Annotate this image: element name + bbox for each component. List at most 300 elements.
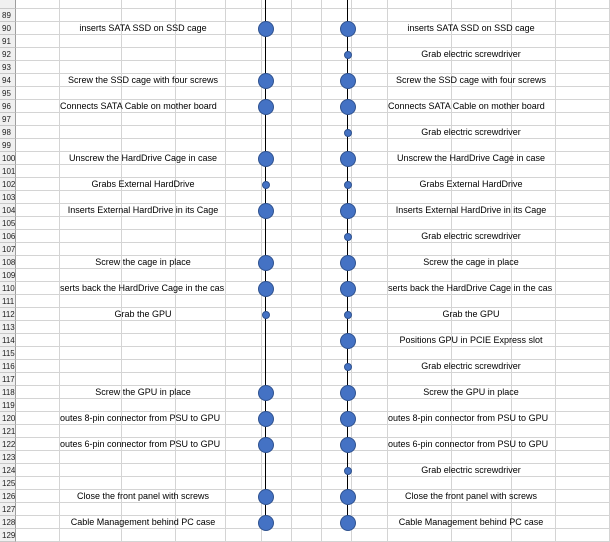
left-step-label[interactable]: Screw the cage in place <box>95 257 191 267</box>
left-marker-small[interactable] <box>262 181 270 189</box>
grid-cell[interactable] <box>16 386 60 399</box>
grid-cell[interactable] <box>176 87 226 100</box>
grid-cell[interactable] <box>60 321 122 334</box>
row-header[interactable]: 117 <box>2 375 15 384</box>
grid-cell[interactable] <box>292 373 322 386</box>
grid-cell[interactable] <box>352 204 388 217</box>
grid-cell[interactable] <box>16 451 60 464</box>
grid-cell[interactable] <box>60 269 122 282</box>
right-marker-big[interactable] <box>340 333 356 349</box>
left-step-label[interactable]: Screw the GPU in place <box>95 387 191 397</box>
grid-cell[interactable] <box>556 22 610 35</box>
grid-cell[interactable] <box>352 139 388 152</box>
grid-cell[interactable] <box>122 126 176 139</box>
grid-cell[interactable] <box>512 477 556 490</box>
grid-cell[interactable] <box>16 477 60 490</box>
row-header[interactable]: 89 <box>0 9 16 22</box>
grid-cell[interactable] <box>292 503 322 516</box>
grid-cell[interactable] <box>60 0 122 9</box>
grid-cell[interactable] <box>512 529 556 542</box>
grid-cell[interactable] <box>60 425 122 438</box>
right-marker-big[interactable] <box>340 385 356 401</box>
grid-cell[interactable] <box>452 373 512 386</box>
grid-cell[interactable] <box>176 269 226 282</box>
grid-cell[interactable] <box>122 464 176 477</box>
right-marker-big[interactable] <box>340 151 356 167</box>
grid-cell[interactable] <box>226 386 262 399</box>
grid-cell[interactable] <box>556 204 610 217</box>
row-header[interactable]: 129 <box>2 531 16 540</box>
grid-cell[interactable] <box>352 529 388 542</box>
grid-cell[interactable] <box>16 516 60 529</box>
grid-cell[interactable] <box>60 165 122 178</box>
grid-cell[interactable] <box>512 451 556 464</box>
right-step-label[interactable]: Screw the SSD cage with four screws <box>395 75 547 85</box>
grid-cell[interactable] <box>226 178 262 191</box>
grid-cell[interactable] <box>226 490 262 503</box>
grid-cell[interactable] <box>512 35 556 48</box>
grid-cell[interactable] <box>16 139 60 152</box>
grid-cell[interactable] <box>352 269 388 282</box>
grid-cell[interactable] <box>556 0 610 9</box>
right-step-label[interactable]: Screw the cage in place <box>423 257 519 267</box>
grid-cell[interactable] <box>556 477 610 490</box>
left-marker-big[interactable] <box>258 281 274 297</box>
grid-cell[interactable] <box>556 217 610 230</box>
row-header[interactable]: 109 <box>2 271 16 280</box>
grid-cell[interactable] <box>16 87 60 100</box>
grid-cell[interactable] <box>352 477 388 490</box>
grid-cell[interactable] <box>122 61 176 74</box>
grid-cell[interactable] <box>176 334 226 347</box>
grid-cell[interactable] <box>388 373 452 386</box>
grid-cell[interactable] <box>292 321 322 334</box>
grid-cell[interactable] <box>292 165 322 178</box>
grid-cell[interactable] <box>292 347 322 360</box>
grid-cell[interactable] <box>16 334 60 347</box>
left-marker-small[interactable] <box>262 311 270 319</box>
grid-cell[interactable] <box>352 334 388 347</box>
grid-cell[interactable] <box>556 113 610 126</box>
grid-cell[interactable] <box>556 165 610 178</box>
row-header[interactable]: 96 <box>0 100 16 113</box>
grid-cell[interactable] <box>16 22 60 35</box>
left-marker-big[interactable] <box>258 437 274 453</box>
grid-cell[interactable] <box>262 35 292 48</box>
row-header[interactable]: 121 <box>2 427 16 436</box>
row-header[interactable]: 95 <box>0 87 16 100</box>
grid-cell[interactable] <box>556 347 610 360</box>
grid-cell[interactable] <box>176 295 226 308</box>
grid-cell[interactable] <box>122 373 176 386</box>
grid-cell[interactable] <box>226 165 262 178</box>
grid-cell[interactable] <box>292 295 322 308</box>
grid-cell[interactable] <box>16 490 60 503</box>
grid-cell[interactable] <box>452 321 512 334</box>
right-step-label[interactable]: Connects SATA Cable on mother board <box>388 101 545 111</box>
row-header[interactable]: 94 <box>0 74 16 87</box>
grid-cell[interactable] <box>556 399 610 412</box>
grid-cell[interactable] <box>388 61 452 74</box>
grid-cell[interactable] <box>452 347 512 360</box>
grid-cell[interactable] <box>262 126 292 139</box>
grid-cell[interactable] <box>16 165 60 178</box>
right-marker-big[interactable] <box>340 99 356 115</box>
grid-cell[interactable] <box>292 48 322 61</box>
grid-cell[interactable] <box>292 74 322 87</box>
grid-cell[interactable] <box>556 74 610 87</box>
grid-cell[interactable] <box>60 35 122 48</box>
grid-cell[interactable] <box>512 321 556 334</box>
grid-cell[interactable] <box>226 113 262 126</box>
row-header[interactable] <box>0 0 16 9</box>
grid-cell[interactable] <box>262 217 292 230</box>
grid-cell[interactable] <box>352 360 388 373</box>
row-header[interactable]: 122 <box>2 440 16 449</box>
right-step-label[interactable]: Positions GPU in PCIE Express slot <box>399 335 543 345</box>
grid-cell[interactable] <box>122 451 176 464</box>
right-step-label[interactable]: Grab electric screwdriver <box>421 465 521 475</box>
row-header[interactable]: 107 <box>2 245 16 254</box>
grid-cell[interactable] <box>226 503 262 516</box>
grid-cell[interactable] <box>352 308 388 321</box>
row-header[interactable]: 110 <box>2 284 15 293</box>
grid-cell[interactable] <box>122 113 176 126</box>
grid-cell[interactable] <box>122 503 176 516</box>
grid-cell[interactable] <box>16 282 60 295</box>
grid-cell[interactable] <box>352 386 388 399</box>
left-step-label[interactable]: inserts SATA SSD on SSD cage <box>79 23 207 33</box>
grid-cell[interactable] <box>512 347 556 360</box>
grid-cell[interactable] <box>226 477 262 490</box>
right-step-label[interactable]: Grabs External HardDrive <box>419 179 523 189</box>
grid-cell[interactable] <box>60 113 122 126</box>
grid-cell[interactable] <box>226 321 262 334</box>
grid-cell[interactable] <box>556 334 610 347</box>
grid-cell[interactable] <box>292 464 322 477</box>
grid-cell[interactable] <box>352 113 388 126</box>
grid-cell[interactable] <box>556 425 610 438</box>
grid-cell[interactable] <box>556 178 610 191</box>
left-marker-big[interactable] <box>258 73 274 89</box>
grid-cell[interactable] <box>176 503 226 516</box>
grid-cell[interactable] <box>556 256 610 269</box>
grid-cell[interactable] <box>352 0 388 9</box>
grid-cell[interactable] <box>352 9 388 22</box>
grid-cell[interactable] <box>226 360 262 373</box>
right-step-label[interactable]: Grab electric screwdriver <box>421 127 521 137</box>
grid-cell[interactable] <box>292 399 322 412</box>
row-header[interactable]: 111 <box>2 297 15 306</box>
grid-cell[interactable] <box>16 295 60 308</box>
grid-cell[interactable] <box>226 308 262 321</box>
grid-cell[interactable] <box>176 48 226 61</box>
grid-cell[interactable] <box>352 399 388 412</box>
grid-cell[interactable] <box>512 399 556 412</box>
right-marker-small[interactable] <box>344 233 352 241</box>
grid-cell[interactable] <box>16 48 60 61</box>
left-marker-big[interactable] <box>258 151 274 167</box>
grid-cell[interactable] <box>122 139 176 152</box>
grid-cell[interactable] <box>352 100 388 113</box>
grid-cell[interactable] <box>352 165 388 178</box>
grid-cell[interactable] <box>60 87 122 100</box>
grid-cell[interactable] <box>556 360 610 373</box>
grid-cell[interactable] <box>176 477 226 490</box>
grid-cell[interactable] <box>122 334 176 347</box>
grid-cell[interactable] <box>60 9 122 22</box>
grid-cell[interactable] <box>322 529 352 542</box>
grid-cell[interactable] <box>122 48 176 61</box>
row-header[interactable]: 93 <box>0 61 16 74</box>
right-step-label[interactable]: Inserts External HardDrive in its Cage <box>395 205 547 215</box>
grid-cell[interactable] <box>226 9 262 22</box>
grid-cell[interactable] <box>176 425 226 438</box>
grid-cell[interactable] <box>388 295 452 308</box>
grid-cell[interactable] <box>122 243 176 256</box>
grid-cell[interactable] <box>512 217 556 230</box>
grid-cell[interactable] <box>352 256 388 269</box>
grid-cell[interactable] <box>16 308 60 321</box>
grid-cell[interactable] <box>16 113 60 126</box>
grid-cell[interactable] <box>122 9 176 22</box>
grid-cell[interactable] <box>226 204 262 217</box>
right-marker-big[interactable] <box>340 411 356 427</box>
grid-cell[interactable] <box>122 191 176 204</box>
grid-cell[interactable] <box>226 334 262 347</box>
grid-cell[interactable] <box>226 230 262 243</box>
grid-cell[interactable] <box>452 191 512 204</box>
grid-cell[interactable] <box>388 87 452 100</box>
row-header[interactable]: 118 <box>2 388 15 397</box>
grid-cell[interactable] <box>512 191 556 204</box>
grid-cell[interactable] <box>512 373 556 386</box>
grid-cell[interactable] <box>176 61 226 74</box>
grid-cell[interactable] <box>226 451 262 464</box>
row-header[interactable]: 108 <box>2 258 16 267</box>
row-header[interactable]: 120 <box>2 414 16 423</box>
grid-cell[interactable] <box>226 243 262 256</box>
grid-cell[interactable] <box>60 464 122 477</box>
grid-cell[interactable] <box>226 256 262 269</box>
grid-cell[interactable] <box>512 139 556 152</box>
grid-cell[interactable] <box>512 9 556 22</box>
grid-cell[interactable] <box>292 100 322 113</box>
row-header[interactable]: 103 <box>2 193 16 202</box>
right-marker-big[interactable] <box>340 73 356 89</box>
grid-cell[interactable] <box>226 87 262 100</box>
left-step-label[interactable]: Inserts External HardDrive in its Cage <box>67 205 219 215</box>
grid-cell[interactable] <box>556 9 610 22</box>
grid-cell[interactable] <box>176 451 226 464</box>
row-header[interactable]: 90 <box>0 22 16 35</box>
grid-cell[interactable] <box>352 230 388 243</box>
grid-cell[interactable] <box>226 139 262 152</box>
grid-cell[interactable] <box>388 35 452 48</box>
right-marker-big[interactable] <box>340 21 356 37</box>
grid-cell[interactable] <box>226 0 262 9</box>
grid-cell[interactable] <box>16 243 60 256</box>
grid-cell[interactable] <box>226 464 262 477</box>
grid-cell[interactable] <box>292 139 322 152</box>
grid-cell[interactable] <box>16 360 60 373</box>
grid-cell[interactable] <box>226 425 262 438</box>
grid-cell[interactable] <box>262 451 292 464</box>
left-step-label[interactable]: Grab the GPU <box>114 309 172 319</box>
grid-cell[interactable] <box>122 35 176 48</box>
right-step-label[interactable]: Close the front panel with screws <box>404 491 538 501</box>
grid-cell[interactable] <box>122 399 176 412</box>
grid-cell[interactable] <box>352 321 388 334</box>
grid-cell[interactable] <box>512 269 556 282</box>
grid-cell[interactable] <box>556 373 610 386</box>
grid-cell[interactable] <box>556 35 610 48</box>
grid-cell[interactable] <box>452 399 512 412</box>
grid-cell[interactable] <box>292 477 322 490</box>
grid-cell[interactable] <box>452 35 512 48</box>
grid-cell[interactable] <box>176 529 226 542</box>
left-step-label[interactable]: Grabs External HardDrive <box>91 179 195 189</box>
right-marker-small[interactable] <box>344 129 352 137</box>
grid-cell[interactable] <box>556 100 610 113</box>
grid-cell[interactable] <box>176 113 226 126</box>
grid-cell[interactable] <box>352 48 388 61</box>
grid-cell[interactable] <box>556 243 610 256</box>
grid-cell[interactable] <box>176 217 226 230</box>
grid-cell[interactable] <box>226 48 262 61</box>
grid-cell[interactable] <box>16 464 60 477</box>
row-header[interactable]: 102 <box>2 180 16 189</box>
grid-cell[interactable] <box>512 165 556 178</box>
grid-cell[interactable] <box>176 464 226 477</box>
right-step-label[interactable]: inserts SATA SSD on SSD cage <box>407 23 535 33</box>
grid-cell[interactable] <box>292 217 322 230</box>
right-step-label[interactable]: outes 6-pin connector from PSU to GPU <box>388 439 549 449</box>
grid-cell[interactable] <box>292 204 322 217</box>
left-marker-big[interactable] <box>258 203 274 219</box>
row-header[interactable]: 92 <box>0 48 16 61</box>
left-marker-big[interactable] <box>258 21 274 37</box>
grid-cell[interactable] <box>292 256 322 269</box>
left-marker-big[interactable] <box>258 99 274 115</box>
grid-cell[interactable] <box>122 87 176 100</box>
grid-cell[interactable] <box>262 113 292 126</box>
grid-cell[interactable] <box>60 347 122 360</box>
right-marker-small[interactable] <box>344 467 352 475</box>
grid-cell[interactable] <box>556 269 610 282</box>
grid-cell[interactable] <box>292 191 322 204</box>
grid-cell[interactable] <box>226 35 262 48</box>
grid-cell[interactable] <box>226 61 262 74</box>
grid-cell[interactable] <box>176 373 226 386</box>
right-step-label[interactable]: Cable Management behind PC case <box>398 517 544 527</box>
grid-cell[interactable] <box>226 347 262 360</box>
grid-cell[interactable] <box>452 9 512 22</box>
grid-cell[interactable] <box>226 217 262 230</box>
grid-cell[interactable] <box>556 386 610 399</box>
right-step-label[interactable]: Grab electric screwdriver <box>421 49 521 59</box>
grid-cell[interactable] <box>60 139 122 152</box>
right-marker-big[interactable] <box>340 489 356 505</box>
grid-cell[interactable] <box>452 425 512 438</box>
grid-cell[interactable] <box>292 61 322 74</box>
right-step-label[interactable]: Grab the GPU <box>442 309 500 319</box>
grid-cell[interactable] <box>452 477 512 490</box>
row-header[interactable]: 127 <box>2 505 16 514</box>
grid-cell[interactable] <box>262 464 292 477</box>
grid-cell[interactable] <box>352 61 388 74</box>
row-header[interactable]: 104 <box>2 206 16 215</box>
grid-cell[interactable] <box>60 503 122 516</box>
grid-cell[interactable] <box>176 321 226 334</box>
grid-cell[interactable] <box>60 61 122 74</box>
grid-cell[interactable] <box>556 61 610 74</box>
grid-cell[interactable] <box>512 503 556 516</box>
grid-cell[interactable] <box>556 152 610 165</box>
grid-cell[interactable] <box>122 360 176 373</box>
grid-cell[interactable] <box>176 230 226 243</box>
grid-cell[interactable] <box>556 529 610 542</box>
grid-cell[interactable] <box>512 61 556 74</box>
grid-cell[interactable] <box>452 165 512 178</box>
grid-cell[interactable] <box>388 165 452 178</box>
grid-cell[interactable] <box>16 74 60 87</box>
grid-cell[interactable] <box>512 113 556 126</box>
grid-cell[interactable] <box>352 451 388 464</box>
grid-cell[interactable] <box>352 490 388 503</box>
grid-cell[interactable] <box>60 334 122 347</box>
grid-cell[interactable] <box>292 308 322 321</box>
grid-cell[interactable] <box>388 503 452 516</box>
grid-cell[interactable] <box>226 152 262 165</box>
left-step-label[interactable]: Unscrew the HardDrive Cage in case <box>68 153 218 163</box>
grid-cell[interactable] <box>388 191 452 204</box>
grid-cell[interactable] <box>60 243 122 256</box>
grid-cell[interactable] <box>262 334 292 347</box>
grid-cell[interactable] <box>292 516 322 529</box>
row-header[interactable]: 125 <box>2 479 16 488</box>
grid-cell[interactable] <box>262 295 292 308</box>
grid-cell[interactable] <box>452 217 512 230</box>
grid-cell[interactable] <box>292 386 322 399</box>
grid-cell[interactable] <box>388 217 452 230</box>
grid-cell[interactable] <box>226 74 262 87</box>
grid-cell[interactable] <box>122 165 176 178</box>
grid-cell[interactable] <box>16 217 60 230</box>
grid-cell[interactable] <box>176 9 226 22</box>
grid-cell[interactable] <box>512 87 556 100</box>
grid-cell[interactable] <box>388 399 452 412</box>
grid-cell[interactable] <box>226 399 262 412</box>
grid-cell[interactable] <box>226 529 262 542</box>
grid-cell[interactable] <box>16 126 60 139</box>
grid-cell[interactable] <box>512 0 556 9</box>
grid-cell[interactable] <box>556 295 610 308</box>
grid-cell[interactable] <box>176 360 226 373</box>
grid-cell[interactable] <box>226 373 262 386</box>
grid-cell[interactable] <box>292 334 322 347</box>
grid-cell[interactable] <box>60 191 122 204</box>
grid-cell[interactable] <box>352 126 388 139</box>
grid-cell[interactable] <box>262 360 292 373</box>
grid-cell[interactable] <box>556 490 610 503</box>
grid-cell[interactable] <box>556 451 610 464</box>
grid-cell[interactable] <box>226 269 262 282</box>
left-step-label[interactable]: Cable Management behind PC case <box>70 517 216 527</box>
grid-cell[interactable] <box>292 412 322 425</box>
grid-cell[interactable] <box>16 204 60 217</box>
left-step-label[interactable]: serts back the HardDrive Cage in the cas <box>60 283 225 293</box>
